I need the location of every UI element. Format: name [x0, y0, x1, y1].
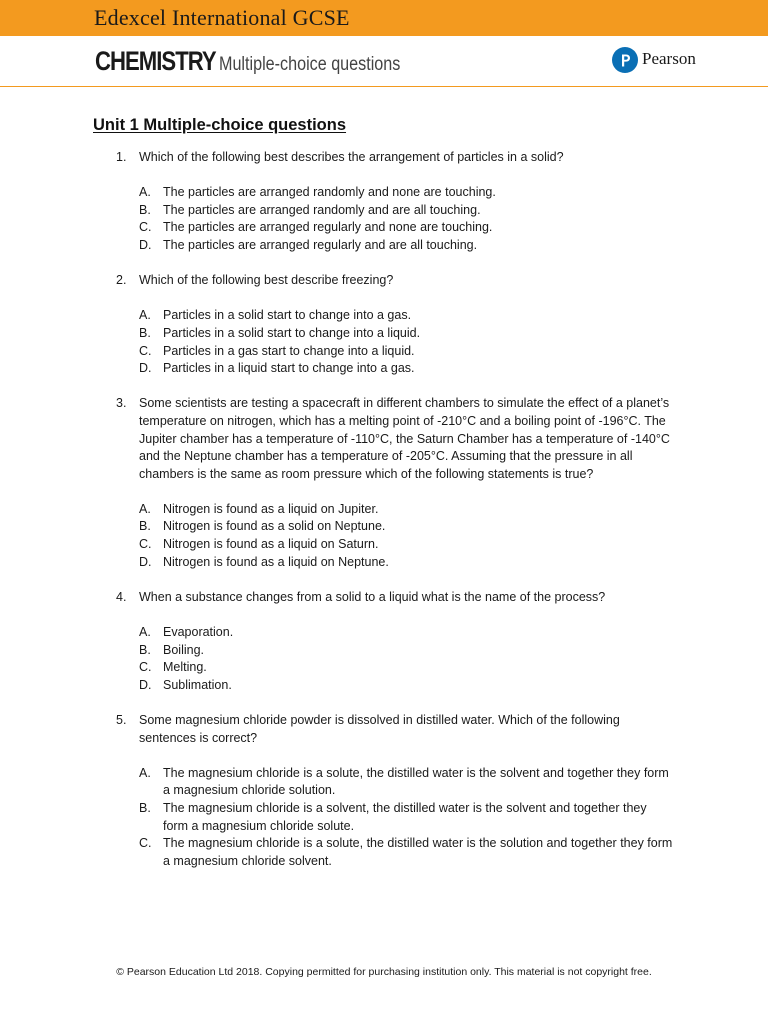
answer-option: [0, 360, 768, 378]
question-item: [0, 149, 768, 255]
option-letter: B.: [139, 325, 151, 340]
option-letter: C.: [139, 220, 152, 235]
unit-title: Unit 1 Multiple-choice questions: [93, 116, 347, 134]
answer-option: [0, 307, 768, 325]
option-text: Particles in a gas start to change into a liquid.: [163, 343, 415, 358]
copyright-footer: © Pearson Education Ltd 2018. Copying permitted for purchasing institution only. This material is not copyright free.: [116, 966, 652, 978]
question-text: When a substance changes from a solid to a liquid what is the name of the process?: [139, 589, 606, 604]
option-text: Nitrogen is found as a liquid on Saturn.: [163, 537, 379, 552]
answer-options: [0, 765, 768, 871]
question-text: Some magnesium chloride powder is dissolved in distilled water. Which of the following sentences is correct?: [139, 713, 620, 745]
question-number: 3.: [116, 396, 127, 411]
question-row: [0, 395, 768, 483]
subject-heading: [95, 46, 432, 77]
answer-option: [0, 219, 768, 237]
answer-option: [0, 659, 768, 677]
option-text: Evaporation.: [163, 625, 234, 640]
question-item: [0, 395, 768, 571]
pearson-logo-icon: [612, 47, 638, 73]
answer-option: [0, 624, 768, 642]
answer-option: [0, 325, 768, 343]
answer-option: [0, 184, 768, 202]
brand-name: Pearson: [642, 49, 696, 68]
option-text: The magnesium chloride is a solute, the distilled water is the solution and together they form a magnesium chloride solvent.: [163, 836, 673, 868]
question-item: [0, 589, 768, 695]
exam-board-title: Edexcel International GCSE: [94, 5, 350, 30]
option-letter: D.: [139, 237, 152, 252]
question-number: 2.: [116, 273, 127, 288]
option-text: Sublimation.: [163, 677, 232, 692]
option-text: Melting.: [163, 660, 207, 675]
option-letter: A.: [139, 765, 151, 780]
answer-option: [0, 554, 768, 572]
answer-option: [0, 518, 768, 536]
answer-option: [0, 677, 768, 695]
option-text: The magnesium chloride is a solute, the distilled water is the solvent and together they form a magnesium chloride solution.: [163, 765, 669, 798]
question-item: [0, 272, 768, 378]
option-text: The particles are arranged regularly and none are touching.: [163, 220, 493, 235]
answer-option: [0, 536, 768, 554]
option-text: Particles in a solid start to change into a gas.: [163, 308, 412, 323]
option-letter: C.: [139, 836, 152, 851]
option-letter: A.: [139, 185, 151, 200]
option-text: The particles are arranged randomly and none are touching.: [163, 185, 496, 200]
question-text: Which of the following best describes the arrangement of particles in a solid?: [139, 150, 564, 164]
option-text: The particles are arranged regularly and are all touching.: [163, 237, 478, 252]
question-row: [0, 589, 768, 607]
answer-option: [0, 202, 768, 220]
option-letter: D.: [139, 361, 152, 376]
answer-options: [0, 624, 768, 694]
question-row: [0, 149, 768, 167]
answer-option: [0, 800, 768, 835]
option-letter: C.: [139, 537, 152, 552]
answer-option: [0, 237, 768, 255]
option-letter: C.: [139, 343, 152, 358]
question-item: [0, 712, 768, 870]
answer-option: [0, 835, 768, 870]
option-text: Particles in a solid start to change into a liquid.: [163, 325, 421, 340]
option-letter: D.: [139, 677, 152, 692]
answer-option: [0, 501, 768, 519]
option-text: The magnesium chloride is a solvent, the distilled water is the solvent and together they form a magnesium chloride solute.: [163, 800, 647, 833]
question-number: 5.: [116, 713, 127, 727]
answer-option: [0, 765, 768, 800]
question-text: Which of the following best describe freezing?: [139, 273, 394, 288]
header-bar: [0, 0, 768, 36]
option-letter: A.: [139, 308, 151, 323]
option-text: Nitrogen is found as a solid on Neptune.: [163, 519, 386, 534]
option-text: Nitrogen is found as a liquid on Jupiter.: [163, 501, 379, 516]
option-letter: D.: [139, 554, 152, 569]
option-letter: B.: [139, 519, 151, 534]
answer-options: [0, 184, 768, 254]
option-text: Nitrogen is found as a liquid on Neptune.: [163, 554, 389, 569]
answer-options: [0, 307, 768, 377]
question-row: [0, 272, 768, 290]
option-letter: B.: [139, 642, 151, 657]
option-text: The particles are arranged randomly and are all touching.: [163, 202, 481, 217]
answer-options: [0, 501, 768, 571]
question-text: Some scientists are testing a spacecraft in different chambers to simulate the effect of a planet’s temperature on nitrogen, which has a melting point of -210°C and a boiling point of -196°C. The Jupiter chamber has a temperature of -110°C, the Saturn Chamber has a temperature of -140°C and the Neptune chamber has a temperature of -205°C. Assuming that the pressure in all chambers is the same as room pressure which of the following statements is true?: [139, 396, 670, 481]
option-letter: B.: [139, 800, 151, 815]
option-letter: A.: [139, 625, 151, 640]
option-letter: C.: [139, 660, 152, 675]
question-list: [0, 149, 768, 888]
question-row: [0, 712, 768, 747]
option-text: Particles in a liquid start to change into a gas.: [163, 361, 415, 376]
option-letter: A.: [139, 501, 151, 516]
subject-subtitle: Multiple-choice questions: [218, 54, 401, 75]
option-letter: B.: [139, 202, 151, 217]
subject-title: CHEMISTRY: [95, 46, 216, 76]
header-rule: [0, 86, 768, 87]
answer-option: [0, 343, 768, 361]
question-number: 1.: [116, 150, 127, 164]
question-number: 4.: [116, 589, 127, 604]
option-text: Boiling.: [163, 642, 204, 657]
answer-option: [0, 642, 768, 660]
